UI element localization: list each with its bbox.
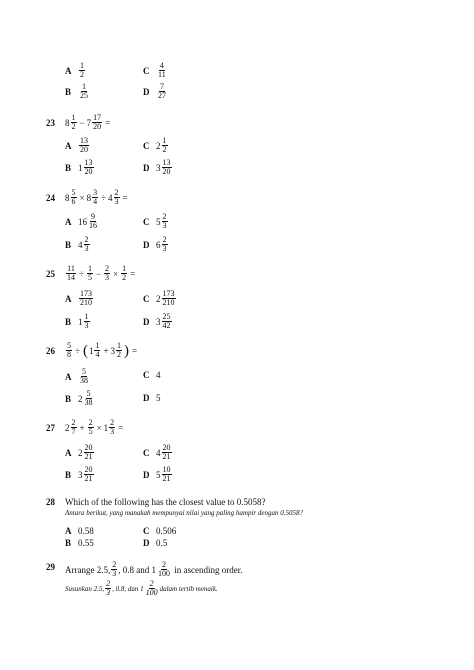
- option-d[interactable]: [143, 83, 168, 100]
- option-d[interactable]: D 6 $\frac{2}{3}$: [143, 235, 167, 253]
- mixed-number: 7 $\frac{17}{20}$: [86, 113, 102, 131]
- question-text-malay: Antara berikut, yang manakah mempunyai nilai yang paling hampir dengan 0.5058?: [65, 509, 303, 517]
- question-expression: 2 $\frac{2}{7}$ + $\frac{2}{5}$ × 1 $\frac{2}{3}$ =: [65, 418, 124, 436]
- question-number: 29: [46, 562, 55, 572]
- question-expression: $\frac{11}{14}$ ÷ $\frac{1}{5}$ − $\frac{2}{3}$ × $\frac{1}{2}$ =: [67, 264, 136, 282]
- question-expression: 8 $\frac{1}{2}$ − 7 $\frac{17}{20}$ =: [65, 113, 111, 131]
- option-b[interactable]: B 1 $\frac{1}{3}$: [65, 312, 89, 330]
- question-number: 26: [46, 346, 55, 356]
- fraction: $\frac{4}{11}$: [158, 61, 166, 79]
- option-a[interactable]: A $\frac{173}{210}$: [65, 289, 92, 307]
- option-d[interactable]: D 5 $\frac{10}{21}$: [143, 465, 171, 483]
- option-c[interactable]: C 2 $\frac{173}{210}$: [143, 289, 175, 307]
- question-text-english: Arrange 2.5, $\frac{2}{3}$ , 0.8 and 1 $\frac{2}{100}$ in ascending order.: [65, 560, 243, 578]
- option-a[interactable]: A $\frac{13}{20}$: [65, 136, 88, 154]
- option-d[interactable]: D 5: [143, 393, 161, 403]
- option-d[interactable]: D 3 $\frac{25}{42}$: [143, 312, 171, 330]
- option-c[interactable]: [143, 62, 168, 79]
- option-b[interactable]: B 1 $\frac{13}{20}$: [65, 158, 93, 176]
- question-number: 24: [46, 193, 55, 203]
- option-letter: D: [143, 86, 150, 97]
- question-text-english: Which of the following has the closest value to 0.5058?: [65, 497, 266, 507]
- option-letter: A: [65, 65, 72, 76]
- option-b[interactable]: [65, 83, 90, 100]
- question-expression: 8 $\frac{5}{6}$ × 8 $\frac{3}{4}$ ÷ 4 $\frac{2}{3}$ =: [65, 188, 128, 206]
- fraction: $\frac{1}{2}$: [80, 61, 84, 79]
- option-b[interactable]: B 4 $\frac{2}{3}$: [65, 235, 89, 253]
- option-c[interactable]: C 4 $\frac{20}{21}$: [143, 443, 171, 461]
- option-c[interactable]: C 2 $\frac{1}{2}$: [143, 136, 167, 154]
- question-text-malay: Susunkan 2.5, $\frac{2}{3}$ , 0.8, dan 1 $\frac{2}{100}$ dalam tertib menaik.: [65, 579, 218, 597]
- option-a[interactable]: A 16 $\frac{9}{16}$: [65, 212, 97, 230]
- option-c[interactable]: C 4: [143, 370, 161, 380]
- option-d[interactable]: D 3 $\frac{13}{20}$: [143, 158, 171, 176]
- option-a[interactable]: A 0.58: [65, 526, 94, 536]
- question-expression: $\frac{5}{8}$ ÷ ( 1 $\frac{1}{4}$ + 3 $\frac{1}{2}$ ) =: [67, 341, 138, 359]
- fraction: $\frac{1}{25}$: [80, 82, 88, 100]
- option-a[interactable]: A $\frac{5}{38}$: [65, 367, 88, 385]
- question-number: 25: [46, 269, 55, 279]
- question-number: 28: [46, 497, 55, 507]
- option-b[interactable]: B 3 $\frac{20}{21}$: [65, 465, 93, 483]
- mixed-number: 8 $\frac{1}{2}$: [65, 113, 76, 131]
- option-c[interactable]: C 0.506: [143, 526, 177, 536]
- option-letter: C: [143, 65, 150, 76]
- fraction: $\frac{7}{27}$: [158, 82, 166, 100]
- option-c[interactable]: C 5 $\frac{2}{3}$: [143, 212, 167, 230]
- option-d[interactable]: D 0.5: [143, 538, 168, 548]
- option-letter: B: [65, 86, 72, 97]
- option-a[interactable]: [65, 62, 86, 79]
- option-a[interactable]: A 2 $\frac{20}{21}$: [65, 443, 93, 461]
- question-number: 27: [46, 423, 55, 433]
- option-b[interactable]: B 2 $\frac{5}{38}$: [65, 389, 93, 407]
- option-b[interactable]: B 0.55: [65, 538, 94, 548]
- question-number: 23: [46, 118, 55, 128]
